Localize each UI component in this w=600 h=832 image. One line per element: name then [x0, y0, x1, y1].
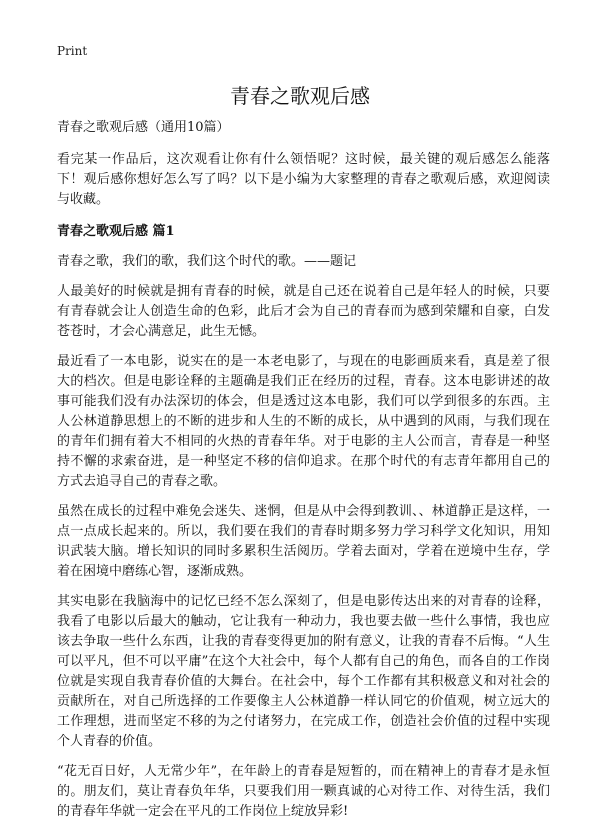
- document-subtitle: 青春之歌观后感（通用10篇）: [57, 120, 230, 135]
- body-paragraph: 虽然在成长的过程中难免会迷失、迷惘，但是从中会得到教训、、林道静正是这样，一点一点成长起来的。所以，我们要在我们的青春时期多努力学习科学文化知识，用知识武装大脑。增长知识的同时多累积生活阅历。学着去面对，学着在逆境中生存，学着在困境中磨练心智，逐渐成熟。: [57, 504, 550, 579]
- epigraph-paragraph: 青春之歌，我们的歌，我们这个时代的歌。——题记: [57, 254, 357, 269]
- intro-paragraph: 看完某一作品后，这次观看让你有什么领悟呢？这时候，最关键的观后感怎么能落下！观后感你想好怎么写了吗？以下是小编为大家整理的青春之歌观后感，欢迎阅读与收藏。: [57, 152, 550, 207]
- section-title: 青春之歌观后感 篇1: [57, 224, 175, 239]
- document-body: [57, 118, 550, 832]
- print-link[interactable]: Print: [57, 44, 88, 58]
- body-paragraph: 最近看了一本电影，说实在的是一本老电影了，与现在的电影画质来看，真是差了很大的档次。但是电影诠释的主题确是我们正在经历的过程，青春。这本电影讲述的故事可能我们没有办法深切的体会，但是透过这本电影，我们可以学到很多的东西。主人公林道静思想上的不断的进步和人生的不断的成长，从中遇到的风雨，与我们现在的青年们拥有着大不相同的火热的青春年华。对于电影的主人公而言，青春是一种坚持不懈的求索奋进，是一种坚定不移的信仰追求。在那个时代的有志青年都用自己的方式去追寻自己的青春之歌。: [57, 354, 550, 489]
- body-paragraph: 人最美好的时候就是拥有青春的时候，就是自己还在说着自己是年轻人的时候，只要有青春就会让人创造生命的色彩，此后才会为自己的青春而为感到荣耀和自豪，白发苍苍时，才会心满意足，此生无憾。: [57, 284, 550, 339]
- body-paragraph: 其实电影在我脑海中的记忆已经不怎么深刻了，但是电影传达出来的对青春的诠释，我看了电影以后最大的触动，它让我有一种动力，我也要去做一些什么事情，我也应该去争取一些什么东西，让我的青春变得更加的附有意义，让我的青春不后悔。“人生可以平凡，但不可以平庸”在这个大社会中，每个人都有自己的角色，而各自的工作岗位就是实现自我青春价值的大舞台。在社会中，每个工作都有其积极意义和对社会的贡献所在，对自己所选择的工作要像主人公林道静一样认同它的价值观，树立远大的工作理想，进而坚定不移的为之付诸努力，在完成工作，创造社会价值的过程中实现个人青春的价值。: [57, 594, 550, 749]
- body-paragraph: “花无百日好，人无常少年”，在年龄上的青春是短暂的，而在精神上的青春才是永恒的。朋友们，莫让青春负年华，只要我们用一颗真诚的心对待工作、对待生活，我们的青春年华就一定会在平凡的工作岗位上绽放异彩!: [57, 764, 550, 819]
- document-title: 青春之歌观后感: [230, 84, 370, 108]
